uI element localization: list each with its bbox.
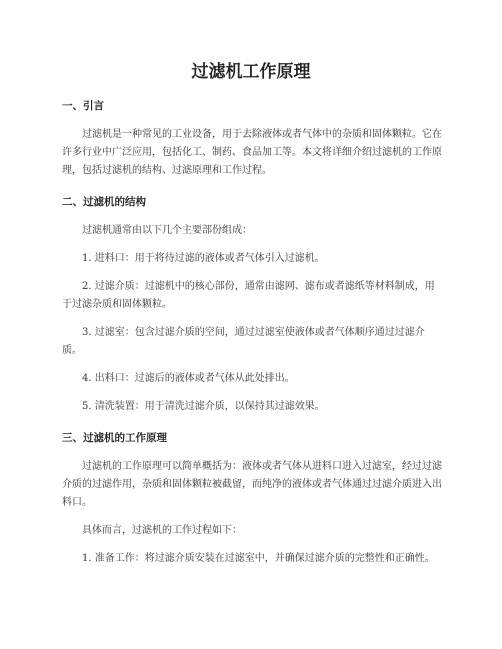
list-item: 5. 清洗装置：用于清洗过滤介质，以保持其过滤效果。 xyxy=(82,401,325,412)
list-item: 4. 出料口：过滤后的液体或者气体从此处排出。 xyxy=(82,373,295,384)
section-working-principle xyxy=(62,430,442,568)
section-heading: 一、引言 xyxy=(62,100,104,112)
list-item: 1. 准备工作：将过滤介质安装在过滤室中，并确保过滤介质的完整性和正确性。 xyxy=(82,553,435,564)
section-introduction xyxy=(62,98,442,180)
section-heading: 二、过滤机的结构 xyxy=(62,196,146,208)
paragraph: 过滤机的工作原理可以简单概括为：液体或者气体从进料口进入过滤室，经过过滤介质的过滤作用，杂质和固体颗粒被截留，而纯净的液体或者气体通过过滤介质进入出料口。 xyxy=(62,461,442,508)
document-body xyxy=(62,98,442,578)
paragraph: 具体而言，过滤机的工作过程如下： xyxy=(82,525,242,536)
document-title: 过滤机工作原理 xyxy=(191,62,311,82)
list-item: 3. 过滤室：包含过滤介质的空间，通过过滤室使液体或者气体顺序通过过滤介质。 xyxy=(62,327,425,356)
list-item: 2. 过滤介质：过滤机中的核心部份，通常由滤网、滤布或者滤纸等材料制成，用于过滤杂质和固体颗粒。 xyxy=(62,281,435,310)
section-heading: 三、过滤机的工作原理 xyxy=(62,432,167,444)
section-structure xyxy=(62,194,442,416)
paragraph: 过滤机是一种常见的工业设备，用于去除液体或者气体中的杂质和固体颗粒。它在许多行业中广泛应用，包括化工、制药、食品加工等。本文将详细介绍过滤机的工作原理，包括过滤机的结构、过滤原理和工作过程。 xyxy=(62,129,442,176)
list-item: 1. 进料口：用于将待过滤的液体或者气体引入过滤机。 xyxy=(82,253,325,264)
paragraph: 过滤机通常由以下几个主要部份组成： xyxy=(82,225,252,236)
